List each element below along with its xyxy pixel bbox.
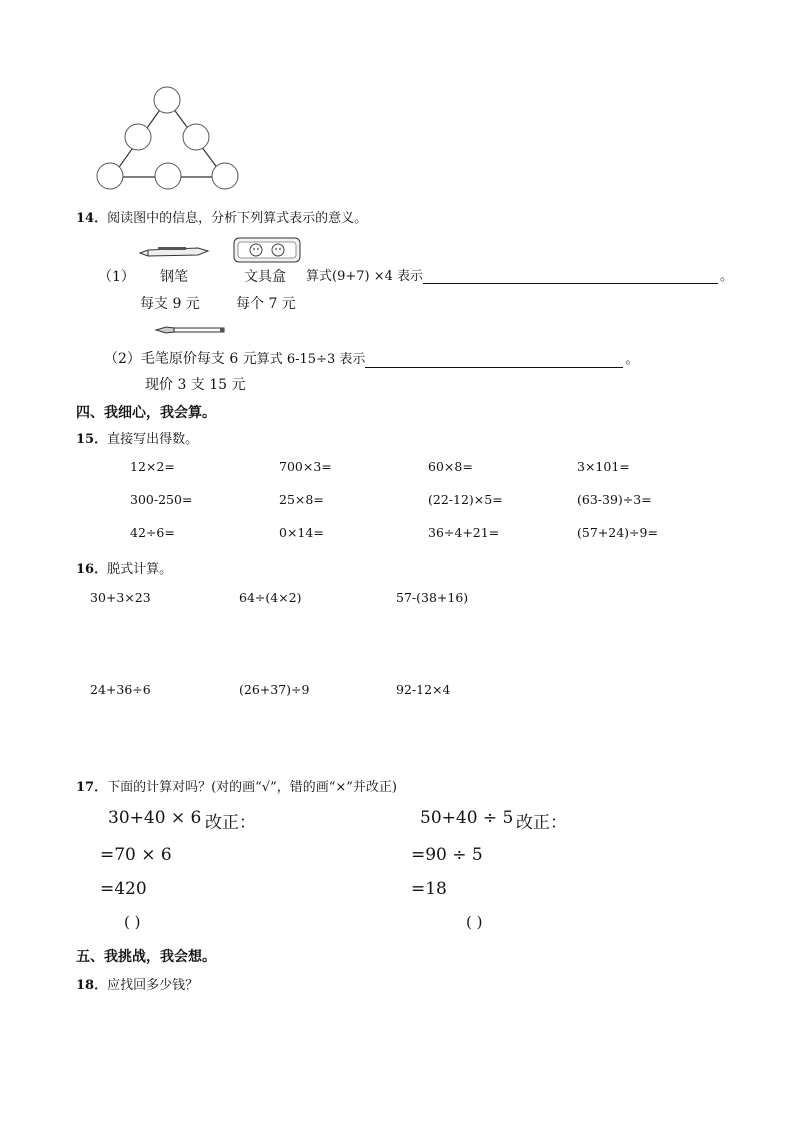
check-left-answer-paren[interactable]: ( )	[124, 913, 141, 931]
oral-calc-item: 60×8=	[428, 459, 473, 474]
section-title: 四、我细心，我会算。	[76, 405, 216, 421]
oral-calc-item: 0×14=	[279, 525, 324, 540]
brush-current-price: 现价 3 支 15 元	[145, 377, 246, 393]
blank-circle	[125, 124, 151, 150]
blank-circle	[97, 163, 123, 189]
part-2-label: （2）	[104, 351, 141, 367]
check-right-fix-label: 改正：	[516, 813, 567, 833]
period: 。	[625, 352, 639, 367]
pencil-box-icon	[232, 236, 302, 264]
oral-calc-item: 300-250=	[130, 492, 193, 507]
blank-circle	[154, 87, 180, 113]
question-text: 脱式计算。	[107, 562, 173, 577]
circle-triangle-diagram	[92, 82, 244, 194]
answer-blank[interactable]	[423, 268, 718, 284]
step-calc-item: (26+37)÷9	[239, 682, 310, 697]
expression-1	[306, 265, 733, 284]
check-right-step-1: =90 ÷ 5	[411, 845, 483, 865]
box-name: 文具盒	[244, 269, 286, 285]
pen-icon	[138, 244, 212, 260]
step-calc-item: 57-(38+16)	[396, 590, 469, 605]
oral-calc-item: 25×8=	[279, 492, 324, 507]
check-left-step-1: =70 × 6	[100, 845, 172, 865]
section-title: 五、我挑战，我会想。	[76, 949, 216, 965]
oral-calc-item: 700×3=	[279, 459, 332, 474]
check-left-fix-label: 改正：	[205, 813, 256, 833]
blank-circle	[183, 124, 209, 150]
question-16	[76, 558, 172, 577]
oral-calc-item: 3×101=	[577, 459, 630, 474]
step-calc-item: 92-12×4	[396, 682, 451, 697]
question-text: 阅读图中的信息，分析下列算式表示的意义。	[107, 211, 368, 226]
question-number: 17．	[76, 780, 108, 795]
check-left-step-2: =420	[100, 879, 147, 899]
expression-1-prefix: 算式(9+7) ×4 表示	[306, 269, 424, 284]
box-price: 每个 7 元	[236, 296, 296, 312]
part-2	[104, 348, 638, 368]
expression-2-prefix: 算式 6-15÷3 表示	[256, 352, 366, 367]
part-1-label: （1）	[98, 269, 135, 285]
question-number: 16．	[76, 562, 108, 577]
question-text: 下面的计算对吗？(对的画“√”，错的画“×”并改正)	[107, 780, 397, 795]
question-17	[76, 776, 397, 795]
blank-circle	[155, 163, 181, 189]
step-calc-item: 30+3×23	[90, 590, 151, 605]
question-text: 应找回多少钱？	[107, 978, 199, 993]
question-text: 直接写出得数。	[107, 432, 199, 447]
question-number: 15．	[76, 432, 108, 447]
blank-circle	[212, 163, 238, 189]
brush-icon	[154, 323, 228, 337]
check-right-step-2: =18	[411, 879, 447, 899]
oral-calc-item: (57+24)÷9=	[577, 525, 658, 540]
question-14	[76, 207, 367, 226]
pen-name: 钢笔	[160, 269, 188, 285]
pen-price: 每支 9 元	[140, 296, 200, 312]
oral-calc-item: (63-39)÷3=	[577, 492, 652, 507]
oral-calc-item: (22-12)×5=	[428, 492, 503, 507]
oral-calc-item: 36÷4+21=	[428, 525, 500, 540]
question-number: 14．	[76, 211, 108, 226]
question-15	[76, 428, 198, 447]
oral-calc-item: 12×2=	[130, 459, 175, 474]
step-calc-item: 64÷(4×2)	[239, 590, 302, 605]
check-right-expression: 50+40 ÷ 5	[420, 808, 514, 828]
check-right-answer-paren[interactable]: ( )	[466, 913, 483, 931]
check-left-expression: 30+40 × 6	[108, 808, 202, 828]
step-calc-item: 24+36÷6	[90, 682, 151, 697]
question-18	[76, 974, 198, 993]
question-number: 18．	[76, 978, 108, 993]
answer-blank[interactable]	[365, 352, 623, 368]
brush-original-price: 毛笔原价每支 6 元	[140, 351, 257, 367]
oral-calc-item: 42÷6=	[130, 525, 175, 540]
period: 。	[720, 269, 734, 284]
